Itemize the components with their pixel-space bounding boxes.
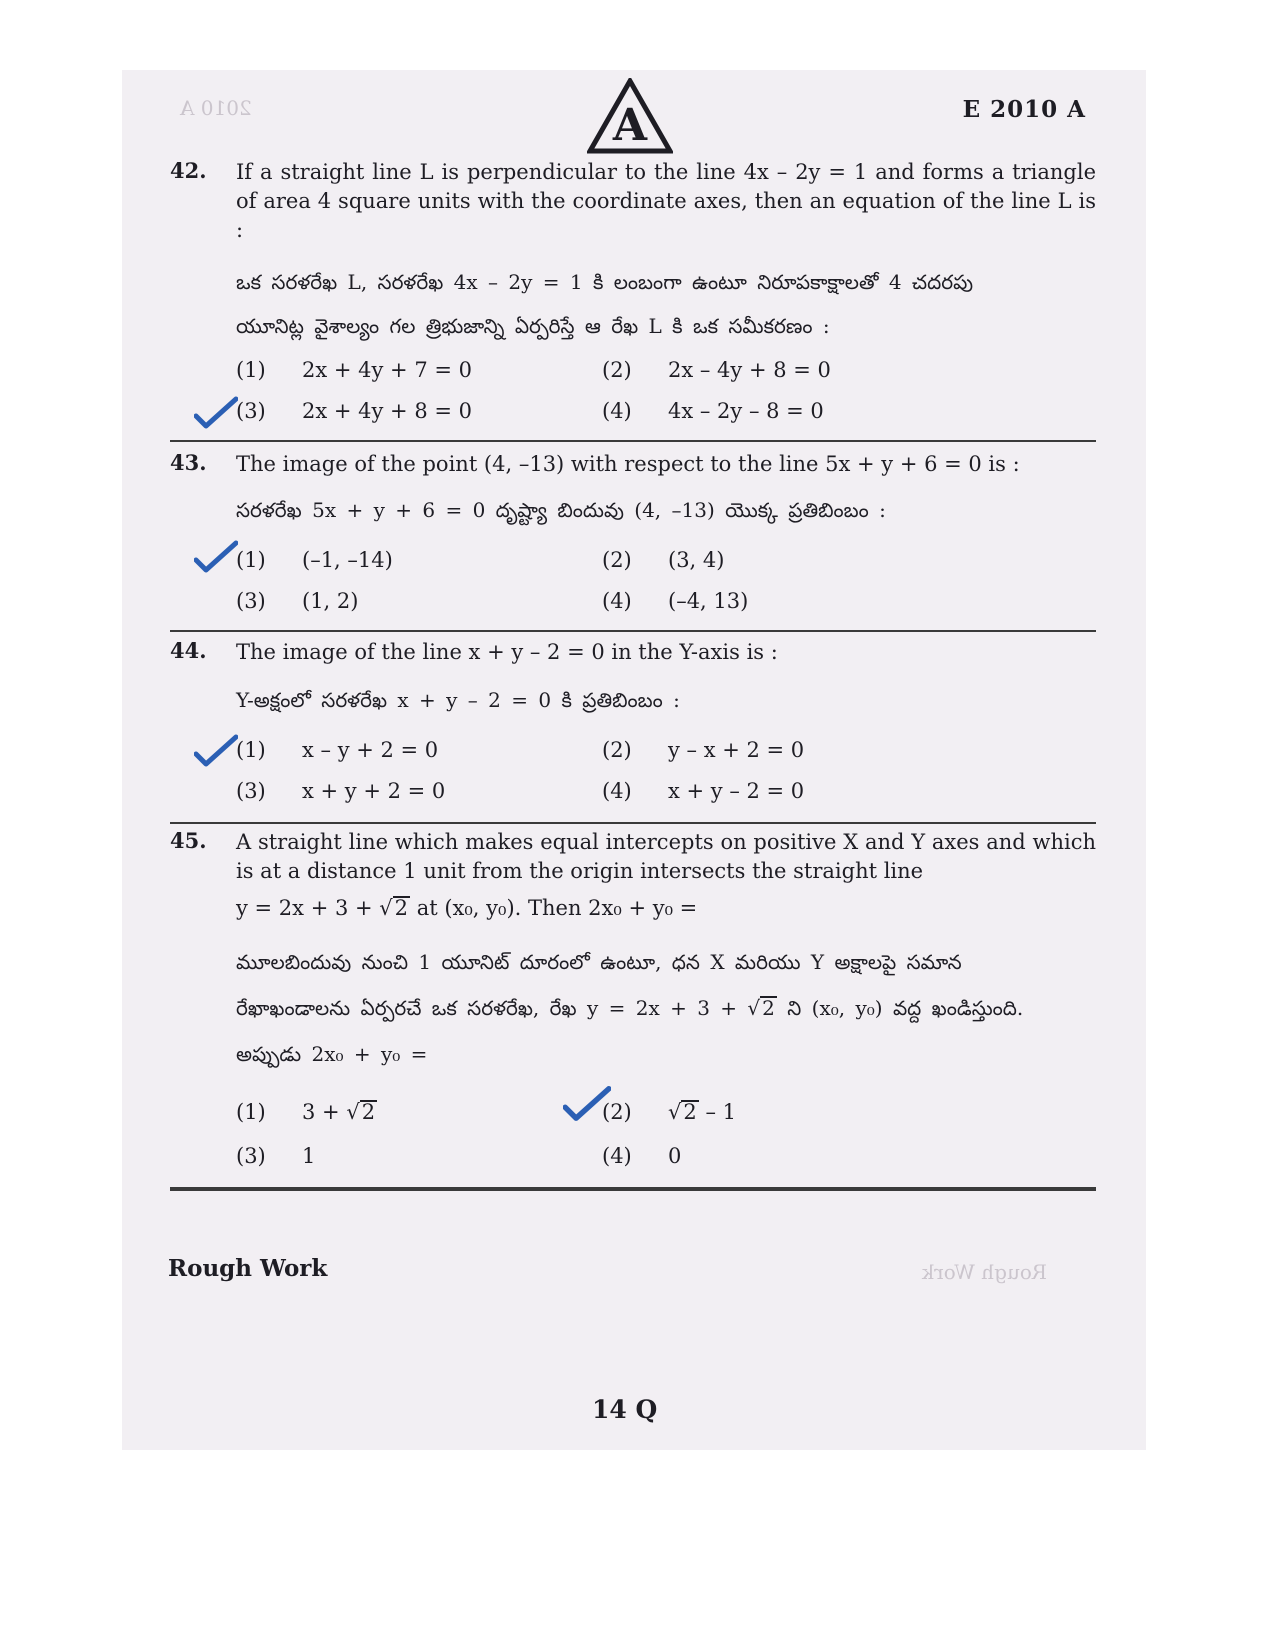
- question-text-te: ఒక సరళరేఖ L, సరళరేఖ 4x – 2y = 1 కి లంబంగా ఉంటూ నిరూపకాక్షాలతో 4 చదరపు: [236, 270, 974, 294]
- page-number: 14 Q: [592, 1395, 658, 1424]
- question-text-en: The image of the line x + y – 2 = 0 in the Y-axis is :: [236, 640, 778, 664]
- option-1[interactable]: (1) 3 + √2: [236, 1100, 376, 1124]
- question-text-te: యూనిట్ల వైశాల్యం గల త్రిభుజాన్ని ఏర్పరిస్తే ఆ రేఖ L కి ఒక సమీకరణం :: [236, 314, 830, 338]
- question-number: 45.: [170, 828, 207, 853]
- question-text-en: The image of the point (4, –13) with respect to the line 5x + y + 6 = 0 is :: [236, 452, 1020, 476]
- option-2[interactable]: (2) y – x + 2 = 0: [602, 738, 805, 762]
- question-text-en-equation: y = 2x + 3 + √2 at (x₀, y₀). Then 2x₀ + y₀ =: [236, 896, 698, 920]
- paper-code: E 2010 A: [962, 96, 1086, 123]
- option-3[interactable]: (3) 2x + 4y + 8 = 0: [236, 399, 472, 423]
- question-number: 42.: [170, 158, 207, 183]
- checkmark-icon: [194, 734, 238, 768]
- divider: [170, 630, 1096, 632]
- question-number: 43.: [170, 450, 207, 475]
- option-2[interactable]: (2) √2 – 1: [602, 1100, 736, 1124]
- divider: [170, 440, 1096, 442]
- option-1[interactable]: (1) x – y + 2 = 0: [236, 738, 439, 762]
- question-text-en: A straight line which makes equal intercepts on positive X and Y axes and which is at a distance 1 unit from the origin intersects the straight line: [236, 830, 1096, 883]
- question-text-te-equation: రేఖాఖండాలను ఏర్పరచే ఒక సరళరేఖ, రేఖ y = 2x + 3 + √ 2 ని (x₀, y₀) వద్ద ఖండిస్తుంది.: [236, 996, 1024, 1020]
- option-3[interactable]: (3) 1: [236, 1144, 316, 1168]
- option-1[interactable]: (1) 2x + 4y + 7 = 0: [236, 358, 472, 382]
- option-3[interactable]: (3) (1, 2): [236, 589, 359, 613]
- checkmark-icon: [194, 540, 238, 574]
- option-1[interactable]: (1) (–1, –14): [236, 548, 393, 572]
- option-4[interactable]: (4) 4x – 2y – 8 = 0: [602, 399, 824, 423]
- option-3[interactable]: (3) x + y + 2 = 0: [236, 779, 446, 803]
- option-4[interactable]: (4) x + y – 2 = 0: [602, 779, 805, 803]
- rough-work-label: Rough Work: [168, 1255, 328, 1282]
- question-text-te: సరళరేఖ 5x + y + 6 = 0 దృష్ట్యా బిందువు (4, –13) యొక్క ప్రతిబింబం :: [236, 498, 886, 522]
- option-2[interactable]: (2) (3, 4): [602, 548, 725, 572]
- rough-work-divider: [170, 1187, 1096, 1191]
- exam-page: A E 2010 A 2010 A 42. If a straight line L is perpendicular to the line 4x – 2y = 1 and forms a triangle of area 4 square units with the coordinate axes, then an equation of the line L is : ఒక సరళరేఖ L, సరళరేఖ 4x – 2y = 1 కి లంబంగా ఉంటూ నిరూపకాక్షాలతో 4 చదరపు యూనిట్ల వైశాల్యం గల త్రిభుజాన్ని ఏర్పరిస్తే ఆ రేఖ L కి ఒక సమీకరణం : (1) 2x + 4y + 7 = 0 (2) 2x – 4y + 8 = 0 (3) 2x + 4y + 8 = 0 (4) 4x – 2y – 8 = 0 43. The image of the point (4, –13) with respect to the line 5x + y + 6 = 0 is : సరళరేఖ 5x + y + 6 = 0 దృష్ట్యా బిందువు (4, –13) యొక్క ప్రతిబింబం : (1) (–1, –14) (2) (3, 4) (3) (1, 2) (4) (–4, 13) 44. The image of the line x + y – 2 = 0 in the Y-axis is : Y-అక్షంలో సరళరేఖ x + y – 2 = 0 కి ప్రతిబింబం : (1) x – y + 2 = 0 (2) y – x + 2 = 0 (3) x + y + 2 = 0 (4) x + y – 2 = 0 45. A straight line which makes equal intercepts on positive X and Y axes and which is at a distance 1 unit from the origin intersects the straight line y = 2x + 3 + √2 at (x₀, y₀). Then 2x₀ + y₀ = మూలబిందువు నుంచి 1 యూనిట్ దూరంలో ఉంటూ, ధన X మరియు Y అక్షాలపై సమాన రేఖాఖండాలను ఏర్పరచే ఒక సరళరేఖ, రేఖ y = 2x + 3 + √ 2 ని (x₀, y₀) వద్ద ఖండిస్తుంది. అప్పుడు 2x₀ + y₀ = (1) 3 + √2 (2) √2 – 1 (3) 1 (4) 0 Rough Work Rough Work 14 Q: [122, 70, 1146, 1450]
- divider: [170, 822, 1096, 824]
- question-text-te: Y-అక్షంలో సరళరేఖ x + y – 2 = 0 కి ప్రతిబింబం :: [236, 688, 680, 712]
- question-number: 44.: [170, 638, 207, 663]
- logo-letter: A: [612, 100, 648, 151]
- option-4[interactable]: (4) 0: [602, 1144, 682, 1168]
- question-text-te: అప్పుడు 2x₀ + y₀ =: [236, 1042, 428, 1066]
- option-4[interactable]: (4) (–4, 13): [602, 589, 749, 613]
- logo-a-icon: [587, 78, 673, 154]
- checkmark-icon: [563, 1084, 611, 1124]
- question-text-te: మూలబిందువు నుంచి 1 యూనిట్ దూరంలో ఉంటూ, ధన X మరియు Y అక్షాలపై సమాన: [236, 950, 962, 974]
- checkmark-icon: [194, 396, 238, 430]
- option-2[interactable]: (2) 2x – 4y + 8 = 0: [602, 358, 831, 382]
- question-text-en: If a straight line L is perpendicular to the line 4x – 2y = 1 and forms a triangle of area 4 square units with the coordinate axes, then an equation of the line L is :: [236, 160, 1096, 242]
